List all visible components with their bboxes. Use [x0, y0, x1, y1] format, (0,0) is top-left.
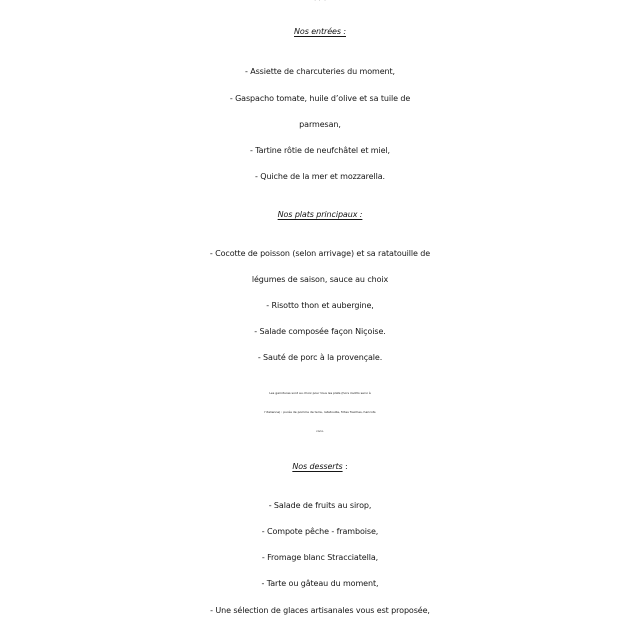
entree-item: - Assiette de charcuteries du moment, [245, 67, 395, 76]
plat-item: - Sauté de porc à la provençale. [257, 353, 383, 362]
dessert-item: - Fromage blanc Stracciatella, [261, 553, 379, 562]
garnitures-note-line: l’italienne) : purée de pomme de terre, ratatouille, frites fraiches, haricots [264, 410, 376, 414]
heading-entrees: Nos entrées : [294, 27, 346, 36]
plat-item: - Risotto thon et aubergine, [266, 301, 374, 310]
entree-item: - Quiche de la mer et mozzarella. [255, 172, 385, 181]
heading-desserts [0, 457, 640, 477]
dessert-item: - Salade de fruits au sirop, [268, 501, 372, 510]
dessert-item: - Une sélection de glaces artisanales vous est proposée, [210, 606, 430, 615]
heading-desserts-colon: : [342, 462, 348, 471]
heading-plats-principaux: Nos plats principaux : [277, 210, 363, 219]
plat-item: - Salade composée façon Niçoise. [254, 327, 386, 336]
garnitures-note-line: coco. [316, 429, 324, 433]
plat-item-continuation: légumes de saison, sauce au choix [251, 275, 389, 284]
heading-desserts-label: Nos desserts [292, 462, 343, 471]
top-partial-text [0, 0, 640, 7]
garnitures-note-line: Les garnitures sont au choix pour tous les plats (hors risotto servi à [269, 391, 371, 395]
dessert-item: - Tarte ou gâteau du moment, [261, 579, 379, 588]
dessert-item: - Compote pêche - framboise, [261, 527, 379, 536]
plat-item: - Cocotte de poisson (selon arrivage) et sa ratatouille de [209, 249, 431, 258]
entree-item: - Tartine rôtie de neufchâtel et miel, [249, 146, 391, 155]
entree-item-continuation: parmesan, [299, 120, 341, 129]
entree-item: - Gaspacho tomate, huile d’olive et sa tuile de [229, 94, 411, 103]
